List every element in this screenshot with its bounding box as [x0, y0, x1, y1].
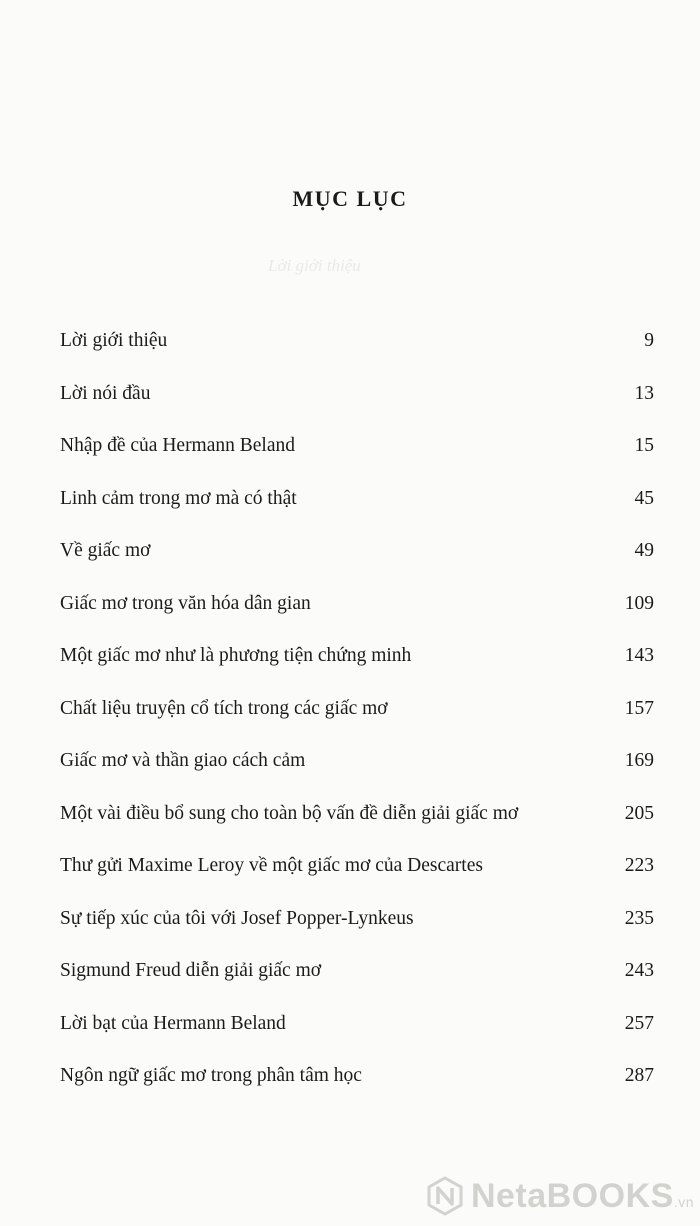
toc-entry: [60, 327, 654, 380]
toc-entry-page-number: 205: [624, 802, 654, 824]
toc-entry-page-number: 13: [634, 382, 654, 404]
toc-entry-page-number: 257: [624, 1012, 654, 1034]
page-title: MỤC LỤC: [292, 186, 408, 211]
toc-entry: [60, 852, 654, 905]
toc-entry-page-number: 169: [624, 750, 654, 771]
toc-entry-page-number: 243: [624, 960, 654, 981]
toc-entry: [60, 695, 654, 748]
netabooks-logo-icon: [425, 1176, 465, 1216]
toc-entry-title: Nhập đề của Hermann Beland: [60, 435, 295, 456]
toc-entry-page-number: 235: [624, 907, 654, 929]
toc-entry: [60, 905, 654, 958]
toc-entry-title: Về giấc mơ: [60, 540, 151, 561]
toc-entry-title: Giấc mơ và thần giao cách cảm: [60, 750, 306, 771]
toc-entry-title: Thư gửi Maxime Leroy về một giấc mơ của Descartes: [60, 855, 483, 876]
toc-entry-title: Một giấc mơ như là phương tiện chứng minh: [60, 645, 412, 666]
table-of-contents: [60, 327, 654, 1115]
toc-entry: [60, 642, 654, 695]
toc-entry-title: Linh cảm trong mơ mà có thật: [60, 487, 297, 509]
toc-entry-title: Chất liệu truyện cổ tích trong các giấc mơ: [60, 697, 388, 719]
toc-entry-title: Giấc mơ trong văn hóa dân gian: [60, 592, 311, 614]
toc-entry: [60, 432, 654, 485]
toc-entry-page-number: 287: [624, 1065, 654, 1086]
toc-entry: [60, 1062, 654, 1115]
toc-entry-page-number: 15: [634, 435, 654, 456]
toc-entry: [60, 800, 654, 853]
toc-entry-title: Sigmund Freud diễn giải giấc mơ: [60, 960, 322, 981]
toc-entry-title: Lời giới thiệu: [60, 330, 168, 351]
toc-entry-title: Lời nói đầu: [60, 382, 151, 404]
toc-entry-page-number: 45: [634, 487, 654, 509]
toc-entry: [60, 957, 654, 1010]
toc-entry: [60, 485, 654, 538]
toc-entry-title: Lời bạt của Hermann Beland: [60, 1012, 286, 1034]
toc-entry-page-number: 9: [644, 330, 654, 351]
toc-entry-page-number: 143: [624, 645, 654, 666]
bleed-through-heading: Lời giới thiệu: [268, 256, 361, 275]
toc-entry-title: Một vài điều bổ sung cho toàn bộ vấn đề diễn giải giấc mơ: [60, 802, 519, 824]
toc-entry: [60, 537, 654, 590]
watermark: [425, 1176, 694, 1216]
toc-entry-title: Sự tiếp xúc của tôi với Josef Popper-Lynkeus: [60, 907, 414, 929]
toc-entry-title: Ngôn ngữ giấc mơ trong phân tâm học: [60, 1065, 362, 1086]
toc-entry: [60, 1010, 654, 1063]
toc-entry: [60, 590, 654, 643]
watermark-text: NetaBOOKS.vn: [470, 1176, 694, 1215]
toc-entry: [60, 747, 654, 800]
toc-entry-page-number: 157: [624, 697, 654, 719]
toc-entry-page-number: 109: [624, 592, 654, 614]
toc-entry-page-number: 49: [634, 540, 654, 561]
toc-entry: [60, 380, 654, 433]
toc-entry-page-number: 223: [624, 855, 654, 876]
